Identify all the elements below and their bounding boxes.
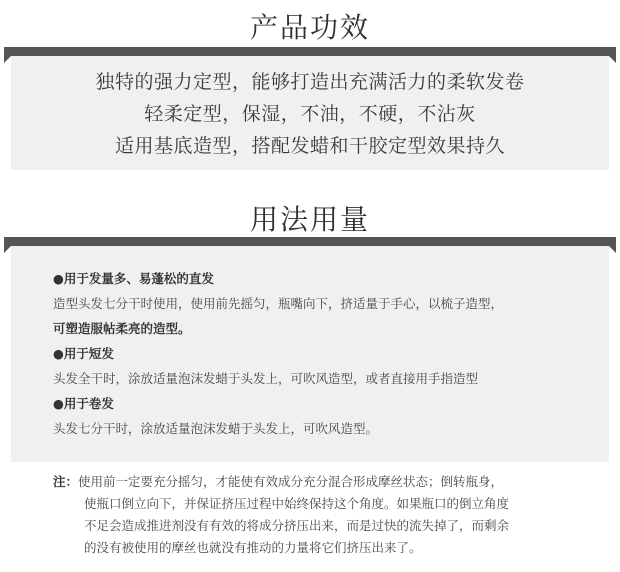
divider-right-notch xyxy=(609,56,616,63)
usage-heading-curly-hair: ●用于卷发 xyxy=(53,396,114,411)
usage-text: 造型头发七分干时使用，使用前先摇匀，瓶嘴向下，挤适量于手心，以梳子造型， xyxy=(53,296,504,311)
usage-text: 可塑造服帖柔亮的造型。 xyxy=(53,321,191,336)
effects-title: 产品功效 xyxy=(249,11,370,44)
divider-left-notch xyxy=(4,246,11,253)
effect-line: 独特的强力定型，能够打造出充满活力的柔软发卷 xyxy=(95,71,525,93)
effect-line: 适用基底造型，搭配发蜡和干胶定型效果持久 xyxy=(114,135,505,157)
effects-list xyxy=(11,66,609,162)
usage-heading-short-hair: ●用于短发 xyxy=(53,346,114,361)
usage-note xyxy=(53,471,613,559)
usage-title: 用法用量 xyxy=(249,203,370,236)
usage-text: 头发全干时，涂放适量泡沫发蜡于头发上，可吹风造型，或者直接用手指造型 xyxy=(53,371,479,386)
note-text: 使瓶口倒立向下，并保证挤压过程中始终保持这个角度。如果瓶口的倒立角度 xyxy=(84,496,510,511)
section-divider-bar xyxy=(4,47,616,56)
effect-line: 轻柔定型，保湿，不油，不硬，不沾灰 xyxy=(144,103,476,125)
note-text: 的没有被使用的摩丝也就没有推动的力量将它们挤压出来了。 xyxy=(84,540,422,555)
usage-list xyxy=(53,266,603,441)
divider-right-notch xyxy=(609,246,616,253)
section-divider-bar xyxy=(4,237,616,246)
divider-left-notch xyxy=(4,56,11,63)
note-label: 注： xyxy=(53,474,79,489)
usage-text: 头发七分干时，涂放适量泡沫发蜡于头发上，可吹风造型。 xyxy=(53,421,379,436)
note-text: 使用前一定要充分摇匀，才能使有效成分充分混合形成摩丝状态；倒转瓶身， xyxy=(78,474,504,489)
usage-heading-straight-hair: ●用于发量多、易蓬松的直发 xyxy=(53,271,214,286)
note-text: 不足会造成推进剂没有有效的将成分挤压出来，而是过快的流失掉了，而剩余 xyxy=(84,518,510,533)
